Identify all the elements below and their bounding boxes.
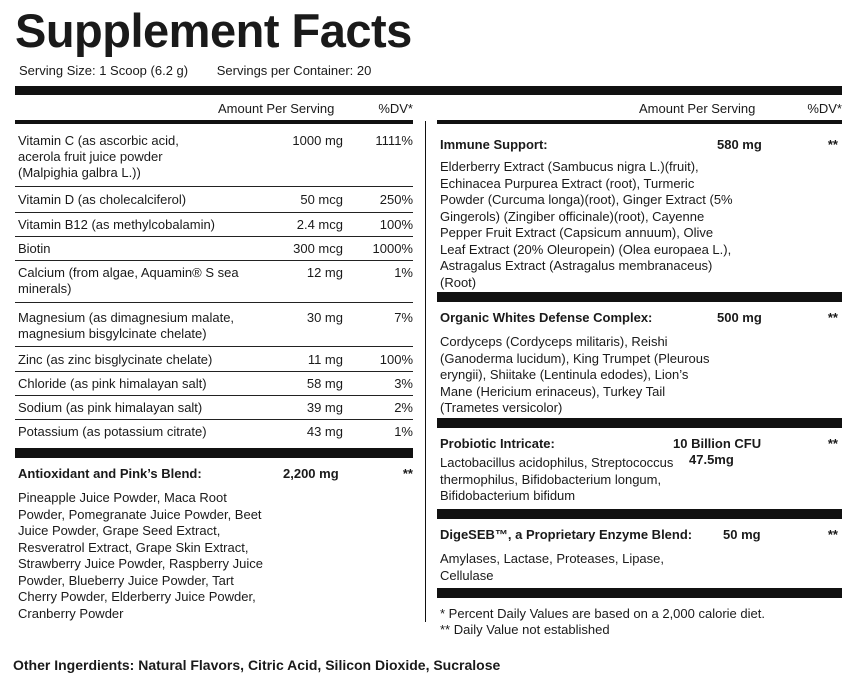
- nutrient-name: Biotin: [18, 241, 51, 256]
- nutrient-row: [15, 303, 413, 347]
- nutrient-amount: 300 mcg: [293, 241, 343, 256]
- top-thick-rule: [15, 86, 842, 95]
- blend-name: Immune Support:: [440, 137, 548, 152]
- panel-title: Supplement Facts: [15, 4, 412, 57]
- nutrient-dv: 2%: [394, 400, 413, 415]
- blend-name: Antioxidant and Pink’s Blend:: [18, 466, 202, 481]
- nutrient-name: Vitamin C (as ascorbic acid, acerola fruit juice powder (Malpighia galbra L.)): [18, 133, 179, 180]
- nutrient-dv: 3%: [394, 376, 413, 391]
- nutrient-row: [15, 372, 413, 396]
- nutrient-dv: 1111%: [375, 133, 413, 148]
- left-column: [15, 95, 413, 622]
- nutrient-name: Vitamin D (as cholecalciferol): [18, 192, 187, 207]
- nutrient-dv: 1%: [394, 265, 413, 280]
- thick-rule: [437, 588, 842, 598]
- nutrient-name: Calcium (from algae, Aquamin® S sea minerals): [18, 265, 239, 296]
- blend-dv: **: [827, 436, 838, 451]
- nutrient-name: Sodium (as pink himalayan salt): [18, 400, 203, 415]
- thick-rule: [437, 509, 842, 519]
- thick-rule: [15, 448, 413, 458]
- nutrient-name: Vitamin B12 (as methylcobalamin): [18, 217, 216, 232]
- nutrient-row: [15, 237, 413, 261]
- digeseb-ingredients: Amylases, Lactase, Proteases, Lipase, Cellulase: [440, 551, 665, 583]
- blend-name: DigeSEB™, a Proprietary Enzyme Blend:: [440, 527, 693, 542]
- blend-amount: 2,200 mg: [283, 466, 339, 481]
- immune-support-header: [437, 124, 842, 159]
- nutrient-amount: 58 mg: [306, 376, 343, 391]
- nutrient-amount: 43 mg: [306, 424, 343, 439]
- nutrient-row: [15, 124, 413, 187]
- left-column-header: [15, 95, 413, 124]
- nutrient-dv: 1000%: [372, 241, 413, 256]
- dv-header: %DV*: [378, 101, 413, 116]
- column-divider: [425, 121, 426, 622]
- blend-amount: 500 mg: [717, 310, 762, 325]
- blend-amount: 10 Billion CFU: [673, 436, 762, 451]
- nutrient-amount: 39 mg: [306, 400, 343, 415]
- right-column-header: [437, 95, 842, 124]
- thick-rule: [437, 418, 842, 428]
- amount-header: Amount Per Serving: [218, 101, 335, 116]
- nutrient-row: [15, 420, 413, 448]
- blend-dv: **: [827, 137, 838, 152]
- blend-dv: **: [827, 310, 838, 325]
- serving-info: [19, 63, 396, 79]
- nutrient-row: [15, 347, 413, 372]
- probiotic-ingredients: Lactobacillus acidophilus, Streptococcus thermophilus, Bifidobacterium longum, Bifidobacterium bifidum: [440, 455, 674, 503]
- nutrient-name: Chloride (as pink himalayan salt): [18, 376, 207, 391]
- other-ingredients: Other Ingerdients: Natural Flavors, Citric Acid, Silicon Dioxide, Sucralose: [13, 657, 501, 673]
- blend-name: Probiotic Intricate:: [440, 436, 555, 451]
- footnote-percent-dv: * Percent Daily Values are based on a 2,000 calorie diet.: [440, 606, 765, 621]
- blend-amount: 580 mg: [717, 137, 762, 152]
- nutrient-amount: 2.4 mcg: [296, 217, 343, 232]
- footnote-not-established: ** Daily Value not established: [440, 622, 610, 637]
- nutrient-row: [15, 261, 413, 303]
- digeseb-header: [437, 519, 842, 551]
- blend-amount: 50 mg: [723, 527, 761, 542]
- antioxidant-blend-header: [15, 458, 413, 490]
- dv-header: %DV*: [807, 101, 842, 116]
- nutrient-name: Magnesium (as dimagnesium malate, magnesium bisgylcinate chelate): [18, 310, 235, 341]
- nutrient-amount: 50 mcg: [300, 192, 343, 207]
- immune-support-ingredients: Elderberry Extract (Sambucus nigra L.)(fruit), Echinacea Purpurea Extract (root), Turmeric Powder (Curcuma longa)(root), Ginger Extract (5% Gingerols) (Zingiber officinale)(root), Cayenne Pepper Fruit Extract (Capsicum annuum), Olive Leaf Extract (20% Oleuropein) (Olea europaea L.), Astragalus Extract (Astragalus membranaceus)(Root): [440, 159, 733, 290]
- thick-rule: [437, 292, 842, 302]
- blend-amount-weight: 47.5mg: [689, 452, 734, 467]
- nutrient-row: [15, 187, 413, 213]
- nutrient-amount: 11 mg: [307, 352, 343, 367]
- nutrient-row: [15, 396, 413, 420]
- nutrient-dv: 250%: [379, 192, 413, 207]
- blend-dv: **: [827, 527, 838, 542]
- nutrient-dv: 100%: [379, 352, 413, 367]
- nutrient-dv: 1%: [394, 424, 413, 439]
- nutrient-name: Zinc (as zinc bisglycinate chelate): [18, 352, 213, 367]
- nutrient-amount: 12 mg: [306, 265, 343, 280]
- nutrient-dv: 7%: [394, 310, 413, 325]
- serving-size: Serving Size: 1 Scoop (6.2 g): [19, 63, 189, 78]
- nutrient-row: [15, 213, 413, 237]
- blend-name: Organic Whites Defense Complex:: [440, 310, 653, 325]
- nutrient-name: Potassium (as potassium citrate): [18, 424, 207, 439]
- antioxidant-blend-ingredients: Pineapple Juice Powder, Maca Root Powder, Pomegranate Juice Powder, Beet Juice Powder, Grape Seed Extract, Resveratrol Extract, Grape Skin Extract, Strawberry Juice Powder, Raspberry Juice Powder, Blueberry Juice Powder, Tart Cherry Powder, Elderberry Juice Powder, Cranberry Powder: [18, 490, 263, 621]
- amount-header: Amount Per Serving: [639, 101, 756, 116]
- whites-defense-ingredients: Cordyceps (Cordyceps militaris), Reishi (Ganoderma lucidum), King Trumpet (Pleurous eryngii), Shiitake (Lentinula edodes), Lion’s Mane (Hericium erinaceus), Turkey Tail (Trametes versicolor): [440, 334, 710, 415]
- blend-dv: **: [402, 466, 413, 481]
- servings-per-container: Servings per Container: 20: [216, 63, 372, 78]
- probiotic-header: [437, 428, 842, 471]
- whites-defense-header: [437, 302, 842, 334]
- nutrient-amount: 30 mg: [306, 310, 343, 325]
- nutrient-dv: 100%: [379, 217, 413, 232]
- right-column: [437, 95, 842, 638]
- nutrient-amount: 1000 mg: [292, 133, 343, 148]
